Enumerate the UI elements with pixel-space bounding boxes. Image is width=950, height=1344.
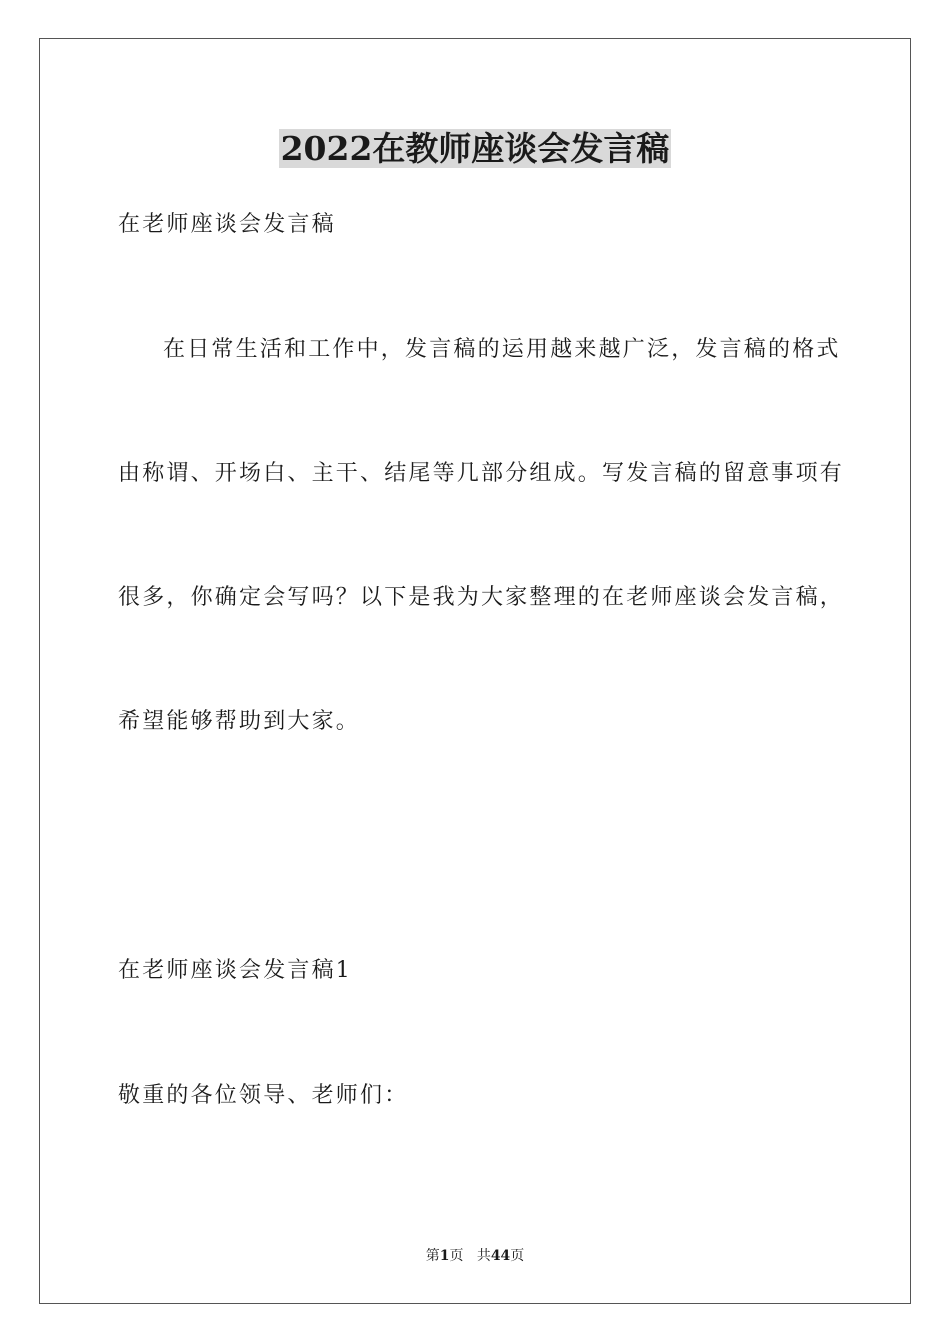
total-prefix: 共 [476, 1248, 491, 1264]
total-pages: 44 [490, 1248, 511, 1264]
page-number: 1 [439, 1248, 450, 1264]
total-suffix: 页 [510, 1248, 525, 1264]
intro-line-1: 在日常生活和工作中，发言稿的运用越来越广泛，发言稿的格式 [163, 337, 841, 362]
section-heading: 在老师座谈会发言稿1 [118, 958, 352, 983]
document-title [0, 126, 950, 172]
page-prefix: 第 [425, 1248, 440, 1264]
salutation: 敬重的各位领导、老师们： [118, 1083, 409, 1108]
page-suffix: 页 [449, 1248, 464, 1264]
subtitle: 在老师座谈会发言稿 [118, 212, 336, 237]
intro-line-3: 很多，你确定会写吗？以下是我为大家整理的在老师座谈会发言稿， [118, 585, 845, 610]
page-footer [0, 1246, 950, 1266]
intro-line-2: 由称谓、开场白、主干、结尾等几部分组成。写发言稿的留意事项有 [118, 461, 845, 486]
document-title-text: 2022在教师座谈会发言稿 [280, 129, 670, 168]
intro-line-4: 希望能够帮助到大家。 [118, 709, 361, 734]
